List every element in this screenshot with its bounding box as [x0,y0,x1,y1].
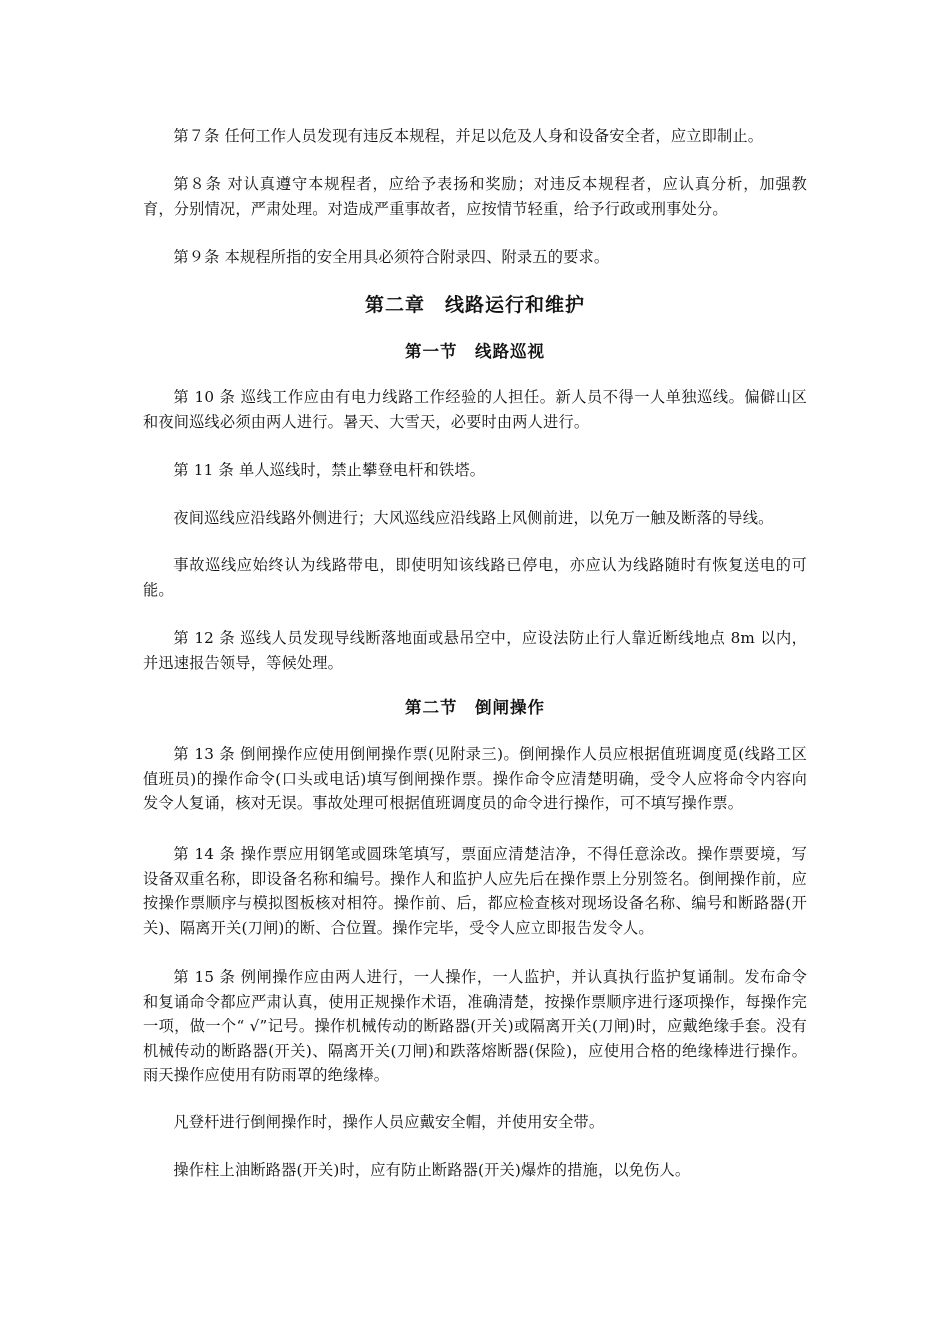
article-11-night-patrol-text: 夜间巡线应沿线路外侧进行；大风巡线应沿线路上风侧前进，以免万一触及断落的导线。 [173,509,774,527]
article-10 [143,385,807,434]
article-8-text: 第８条 对认真遵守本规程者，应给予表扬和奖励；对违反本规程者，应认真分析，加强教育，分别情况，严肃处理。对造成严重事故者，应按情节轻重，给予行政或刑事处分。 [143,175,807,218]
article-15-climbing-text: 凡登杆进行倒闸操作时，操作人员应戴安全帽，并使用安全带。 [173,1113,605,1131]
article-15-text: 第 15 条 例闸操作应由两人进行，一人操作，一人监护，并认真执行监护复诵制。发布命令和复诵命令都应严肃认真，使用正规操作术语，准确清楚，按操作票顺序进行逐项操作，每操作完一项，做一个“ √”记号。操作机械传动的断路器(开关)或隔离开关(刀闸)时，应戴绝缘手套。没有机械传动的断路器(开关)、隔离开关(刀闸)和跌落熔断器(保险)，应使用合格的绝缘棒进行操作。雨天操作应使用有防雨罩的绝缘棒。 [143,968,807,1084]
section-1-heading: 第一节 线路巡视 [405,342,545,361]
article-7-text: 第７条 任何工作人员发现有违反本规程，并足以危及人身和设备安全者，应立即制止。 [173,127,764,145]
chapter-2-heading: 第二章 线路运行和维护 [364,294,585,316]
article-15-climbing [143,1110,807,1135]
article-11-accident-patrol-text: 事故巡线应始终认为线路带电，即使明知该线路已停电，亦应认为线路随时有恢复送电的可能。 [143,556,807,599]
article-11-accident-patrol [143,553,807,602]
article-12-text: 第 12 条 巡线人员发现导线断落地面或悬吊空中，应设法防止行人靠近断线地点 8m 以内，并迅速报告领导，等候处理。 [143,629,807,672]
article-14-text: 第 14 条 操作票应用钢笔或圆珠笔填写，票面应清楚洁净，不得任意涂改。操作票要境，写设备双重名称，即设备名称和编号。操作人和监护人应先后在操作票上分别签名。倒闸操作前，应按操作票顺序与模拟图板核对相符。操作前、后，都应检查核对现场设备名称、编号和断路器(开关)、隔离开关(刀闸)的断、合位置。操作完毕，受令人应立即报告发令人。 [143,845,807,937]
article-12 [143,626,807,675]
article-13 [143,742,807,816]
article-7 [143,124,807,149]
article-11 [143,458,807,483]
article-15 [143,965,807,1088]
article-11-night-patrol [143,506,807,531]
article-9-text: 第９条 本规程所指的安全用具必须符合附录四、附录五的要求。 [173,248,610,266]
article-13-text: 第 13 条 倒闸操作应使用倒闸操作票(见附录三)。倒闸操作人员应根据值班调度觅(线路工区值班员)的操作命令(口头或电话)填写倒闸操作票。操作命令应清楚明确，受令人应将命令内容向发令人复诵，核对无误。事故处理可根据值班调度员的命令进行操作，可不填写操作票。 [143,745,807,812]
article-14 [143,842,807,940]
article-8 [143,172,807,221]
section-2-heading: 第二节 倒闸操作 [405,698,545,717]
article-11-text: 第 11 条 单人巡线时，禁止攀登电杆和铁塔。 [173,461,486,479]
article-15-oil-breaker [143,1158,807,1183]
article-9 [143,245,807,270]
article-10-text: 第 10 条 巡线工作应由有电力线路工作经验的人担任。新人员不得一人单独巡线。偏僻山区和夜间巡线必须由两人进行。暑天、大雪天，必要时由两人进行。 [143,388,807,431]
article-15-oil-breaker-text: 操作柱上油断路器(开关)时，应有防止断路器(开关)爆炸的措施，以免伤人。 [173,1161,691,1179]
